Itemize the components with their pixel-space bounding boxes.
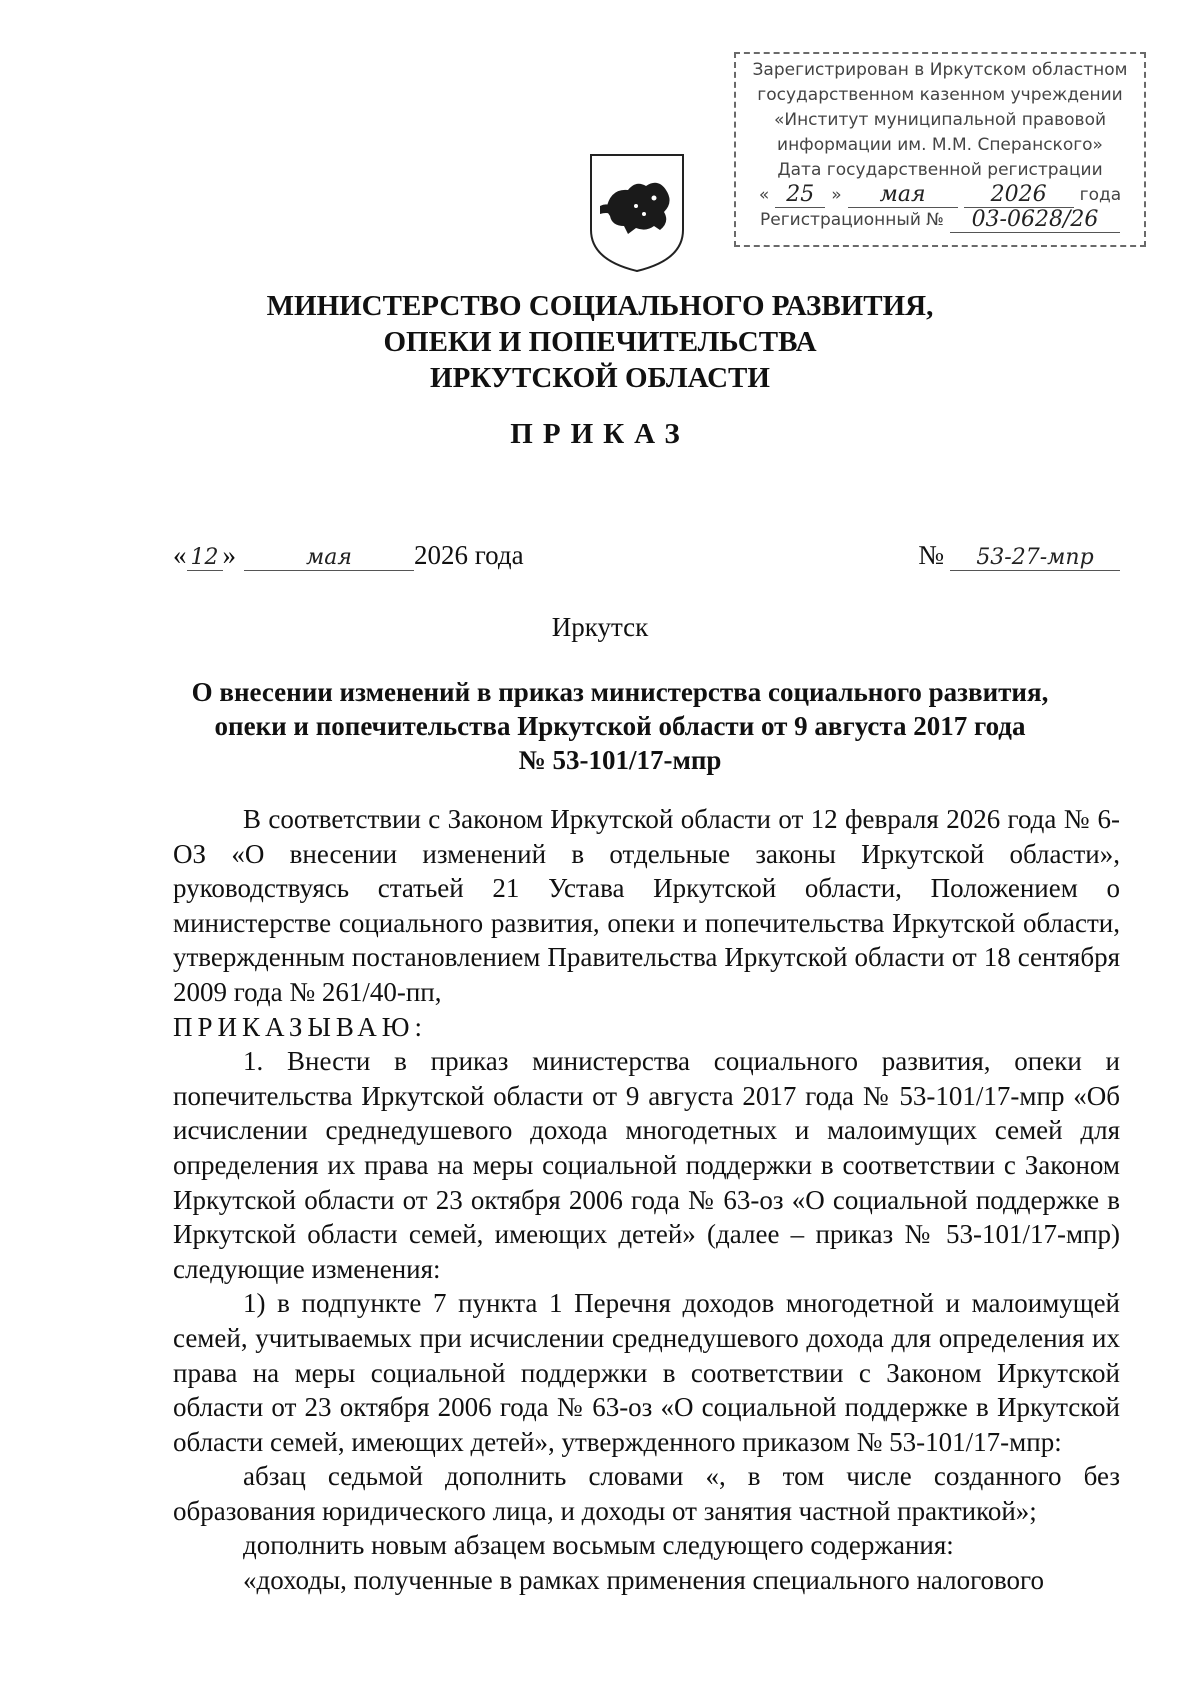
- order-number-label: №: [918, 540, 944, 570]
- amendment-paragraph: «доходы, полученные в рамках применения специального налогового: [243, 1565, 1044, 1596]
- stamp-date-suffix: года: [1079, 185, 1122, 205]
- subitem-1-paragraph: 1) в подпункте 7 пункта 1 Перечня доходов многодетной и малоимущей семей, учитываемых при исчислении среднедушевого дохода для определения их права на меры социальной поддержки в соответствии с Законом Иркутской области от 23 октября 2006 года № 63-оз «О социальной поддержке в Иркутской области семей, имеющих детей», утвержденного приказом № 53-101/17-мпр:: [173, 1288, 1120, 1457]
- order-date-month: мая: [244, 546, 414, 571]
- city: Иркутск: [551, 612, 649, 642]
- document-title-line: опеки и попечительства Иркутской области от 9 августа 2017 года: [214, 711, 1026, 741]
- document-body: [173, 802, 1120, 1598]
- ministry-header-line: ИРКУТСКОЙ ОБЛАСТИ: [430, 362, 770, 394]
- item-1-paragraph: 1. Внести в приказ министерства социального развития, опеки и попечительства Иркутской области от 9 августа 2017 года № 53-101/17-мпр «Об исчислении среднедушевого дохода многодетных и малоимущих семей для определения их права на меры социальной поддержки в соответствии с Законом Иркутской области от 23 октября 2006 года № 63-оз «О социальной поддержке в Иркутской области семей, имеющих детей» (далее – приказ № 53-101/17-мпр) следующие изменения:: [173, 1046, 1120, 1284]
- stamp-reg-row: [736, 208, 1144, 233]
- coat-of-arms-icon: [588, 152, 686, 274]
- amendment-paragraph: абзац седьмой дополнить словами «, в том числе созданного без образования юридического лица, и доходы от занятия частной практикой»;: [173, 1461, 1120, 1526]
- registration-stamp: [734, 52, 1146, 247]
- order-date-day: 12: [187, 546, 223, 571]
- ministry-header-line: ОПЕКИ И ПОПЕЧИТЕЛЬСТВА: [383, 326, 817, 358]
- stamp-reg-label: Регистрационный №: [760, 210, 944, 230]
- ministry-header: [0, 288, 1200, 396]
- order-date-open-quote: «: [173, 540, 187, 570]
- stamp-date-open: «: [758, 185, 770, 205]
- order-date-year: 2026 года: [414, 540, 524, 570]
- stamp-date-close: »: [831, 185, 842, 205]
- stamp-line: государственном казенном учреждении: [757, 85, 1123, 105]
- document-title-line: О внесении изменений в приказ министерства социального развития,: [191, 677, 1049, 707]
- stamp-date-day: 25: [775, 183, 825, 208]
- stamp-date-row: [736, 183, 1144, 208]
- stamp-line: Дата государственной регистрации: [777, 160, 1103, 180]
- stamp-line: Зарегистрирован в Иркутском областном: [752, 60, 1128, 80]
- order-title: ПРИКАЗ: [510, 418, 690, 450]
- document-title-line: № 53-101/17-мпр: [518, 745, 722, 775]
- order-number: [918, 540, 1120, 571]
- stamp-date-year: 2026: [964, 183, 1074, 208]
- ministry-header-line: МИНИСТЕРСТВО СОЦИАЛЬНОГО РАЗВИТИЯ,: [266, 290, 934, 322]
- stamp-reg-number: 03-0628/26: [950, 208, 1120, 233]
- order-date: [173, 540, 524, 571]
- stamp-line: информации им. М.М. Сперанского»: [777, 135, 1103, 155]
- stamp-date-month: мая: [848, 183, 958, 208]
- order-date-close-quote: »: [222, 540, 236, 570]
- document-title: [160, 675, 1080, 777]
- stamp-line: «Институт муниципальной правовой: [773, 110, 1107, 130]
- amendment-paragraph: дополнить новым абзацем восьмым следующего содержания:: [243, 1530, 954, 1561]
- preamble-paragraph: В соответствии с Законом Иркутской области от 12 февраля 2026 года № 6-ОЗ «О внесении изменений в отдельные законы Иркутской области», руководствуясь статьей 21 Устава Иркутской области, Положением о министерстве социального развития, опеки и попечительства Иркутской области, утвержденным постановлением Правительства Иркутской области от 18 сентября 2009 года № 261/40-пп,: [173, 804, 1120, 1007]
- order-number-value: 53-27-мпр: [950, 546, 1120, 571]
- order-directive: ПРИКАЗЫВАЮ:: [173, 1011, 427, 1042]
